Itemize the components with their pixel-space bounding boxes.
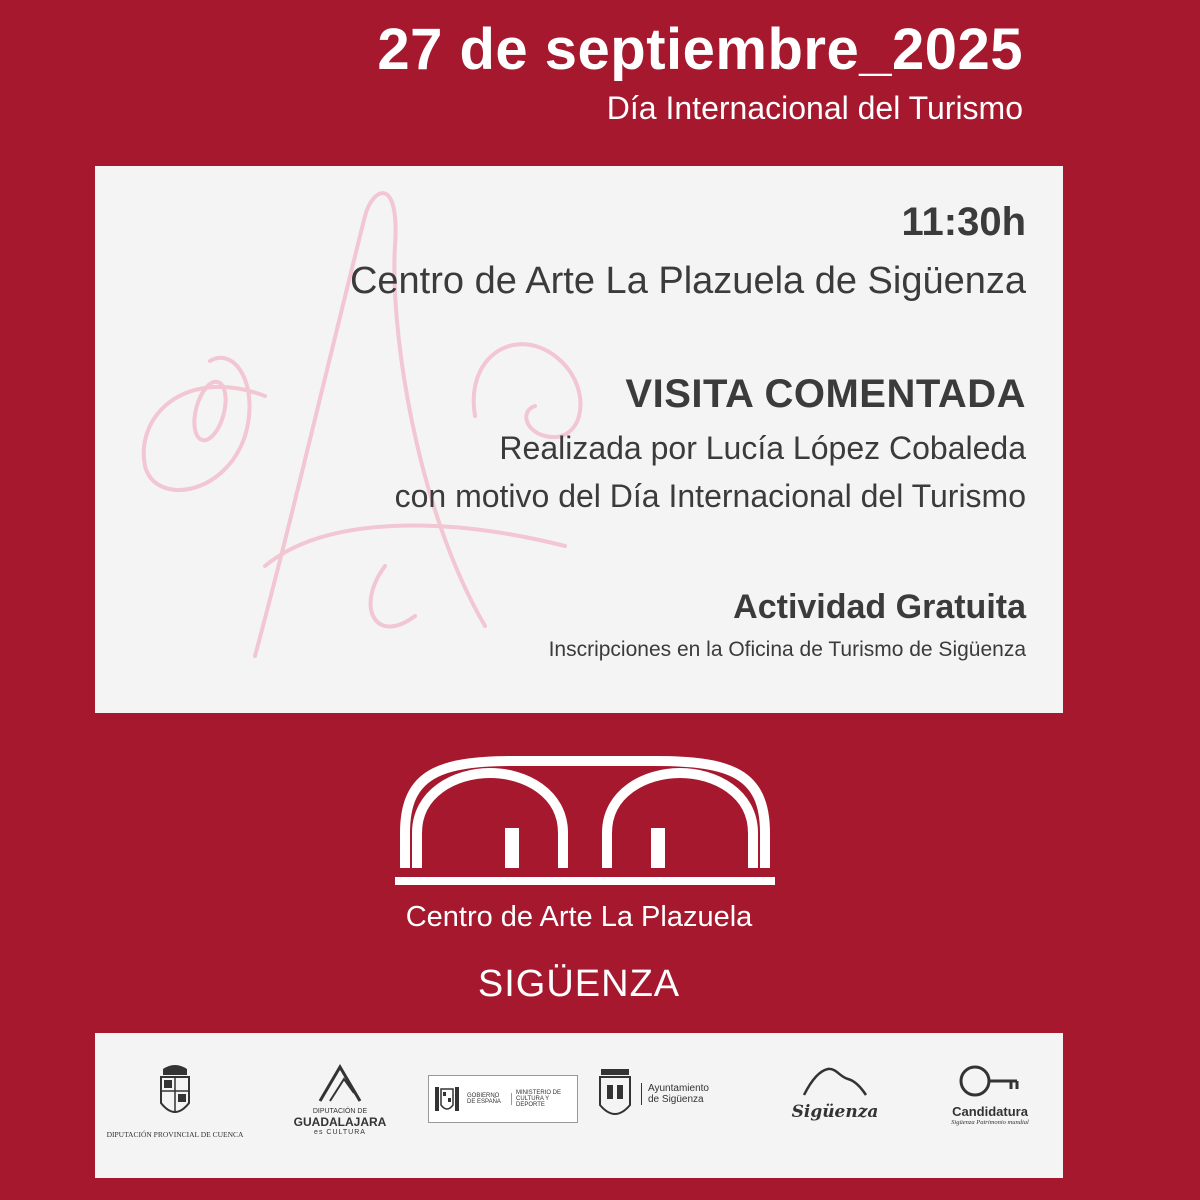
event-signup: Inscripciones en la Oficina de Turismo de Sigüenza [548, 638, 1026, 661]
event-date: 27 de septiembre_2025 [377, 17, 1023, 82]
event-info-panel [95, 166, 1063, 713]
event-title: VISITA COMENTADA [625, 372, 1026, 416]
candidatura-label: Candidatura [952, 1104, 1028, 1119]
sponsor-candidatura [935, 1063, 1045, 1163]
guadalajara-sub: es CULTURA [314, 1129, 366, 1136]
sponsor-turismo-siguenza [780, 1063, 890, 1163]
sponsor-ministerio-cultura [428, 1075, 578, 1175]
venue-logo-name: Centro de Arte La Plazuela [405, 901, 753, 933]
event-subtitle: Día Internacional del Turismo [606, 90, 1023, 126]
gobierno-caption: GOBIERNO DE ESPAÑA [467, 1093, 512, 1105]
venue-logo-panel [95, 713, 1063, 1033]
event-time: 11:30h [901, 200, 1026, 244]
cuenca-caption: DIPUTACIÓN PROVINCIAL DE CUENCA [106, 1130, 244, 1139]
siguenza-script: Sigüenza [791, 1102, 879, 1122]
guadalajara-mountain-icon [316, 1063, 364, 1103]
event-price: Actividad Gratuita [733, 588, 1026, 626]
sponsor-diputacion-cuenca [100, 1063, 250, 1163]
arches-logo-icon [395, 753, 775, 903]
sponsor-ayuntamiento-siguenza [595, 1063, 725, 1163]
siguenza-castle-icon [800, 1063, 870, 1097]
ministerio-caption: MINISTERIO DE CULTURA Y DEPORTE [516, 1090, 562, 1108]
venue-logo-city: SIGÜENZA [477, 963, 681, 1005]
sponsor-diputacion-guadalajara [285, 1063, 395, 1163]
guadalajara-main: GUADALAJARA [293, 1115, 387, 1129]
event-guide: Realizada por Lucía López Cobaleda [499, 430, 1026, 466]
siguenza-coat-of-arms-icon [595, 1063, 635, 1125]
guadalajara-top: DIPUTACIÓN DE [312, 1108, 368, 1115]
spain-coat-of-arms-icon [433, 1083, 461, 1115]
cuenca-coat-of-arms-icon [155, 1063, 195, 1123]
ayto-line2: de Sigüenza [648, 1094, 704, 1105]
ayto-line1: Ayuntamiento [648, 1083, 709, 1094]
event-motive: con motivo del Día Internacional del Turismo [394, 478, 1026, 514]
poster-header [95, 0, 1063, 166]
candidatura-sub: Sigüenza Patrimonio mundial [951, 1119, 1029, 1126]
event-venue: Centro de Arte La Plazuela de Sigüenza [349, 260, 1026, 302]
sponsors-footer [95, 1033, 1063, 1178]
key-icon [955, 1063, 1025, 1099]
